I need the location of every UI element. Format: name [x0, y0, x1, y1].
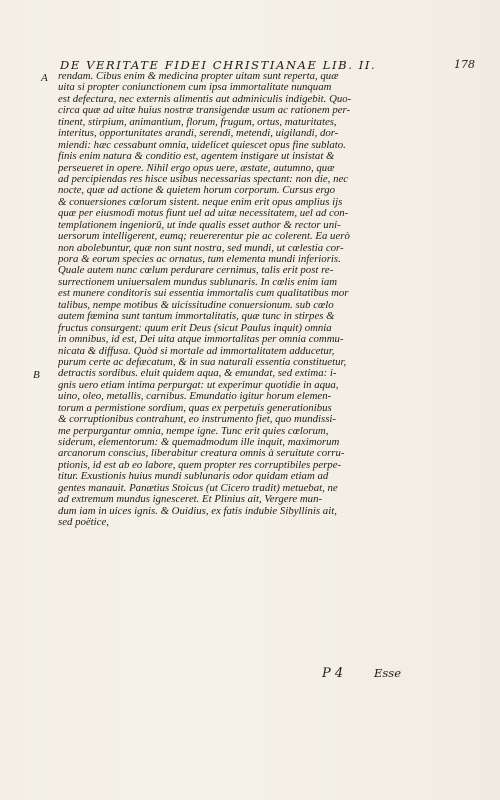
text-line: siderum, elementorum: & quemadmodum ille inquit, maximorum: [58, 437, 340, 448]
text-line: arcanorum conscius, liberabitur creatura omnis à seruitute corru-: [58, 448, 345, 460]
text-line: templationem ingeniorū, ut inde qualis esset author & rector uni-: [58, 219, 341, 231]
running-title: DE VERITATE FIDEI CHRISTIANAE LIB. II.: [60, 58, 377, 72]
margin-marker-a: A: [41, 72, 48, 84]
text-line: me perpurgantur omnia, nempe igne. Tunc erit quies cœlorum,: [58, 425, 329, 437]
text-line: uita si propter coniunctionem cum ipsa immortalitate nunquam: [58, 82, 332, 94]
text-line: circa quæ ad uitæ huius nostræ transigendæ usum ac rationem per-: [58, 105, 351, 117]
text-line: surrectionem uniuersalem mundus sublunaris. In cœlis enim iam: [58, 276, 338, 288]
text-line: finis enim natura & conditio est, agentem instigare ut insistat &: [58, 151, 335, 163]
margin-marker-b: B: [33, 369, 40, 381]
text-line: nicata & diffusa. Quòd si mortale ad immortalitatem adducetur,: [58, 345, 335, 357]
text-line: & corruptionibus contrahunt, eo instrumento fiet, quo mundissi-: [58, 414, 337, 426]
text-line: purum certe ac defæcatum, & in sua naturali essentia constituetur,: [58, 356, 347, 368]
text-line: uersorum intelligerent, eumq; reuererentur pie ac colerent. Ea uerò: [58, 231, 350, 243]
body-text: [58, 71, 470, 529]
text-line: Quale autem nunc cœlum perdurare cernimus, talis erit post re-: [58, 265, 334, 277]
folio-number: 178: [454, 58, 475, 71]
text-line: est munere conditoris sui essentia immortalis cum qualitatibus mor: [58, 288, 349, 300]
text-line: uino, oleo, metallis, carnibus. Emundatio igitur horum elemen-: [58, 391, 332, 403]
text-line: fructus consurgent: quum erit Deus (sicut Paulus inquit) omnia: [58, 322, 332, 334]
text-line: rendam. Cibus enim & medicina propter uitam sunt reperta, quæ: [58, 71, 339, 82]
text-line: autem fœmina sunt tantum immortalitatis, quæ tunc in stirpes &: [58, 311, 335, 323]
text-line: ad percipiendas res hisce usibus necessarias spectant: non die, nec: [58, 173, 349, 185]
text-line: torum a permistione sordium, quas ex perpetuis generationibus: [58, 402, 332, 414]
text-line: non abolebuntur, quæ non sunt nostra, sed mundi, ut cœlestia cor-: [58, 242, 344, 254]
text-line: quæ per eiusmodi motus fiunt uel ad uitæ necessitatem, uel ad con-: [58, 208, 349, 220]
text-line: dum iam in uices ignis. & Ouidius, ex fatis indubie Sibyllinis ait,: [58, 505, 337, 517]
text-line: tinent, stirpium, animantium, florum, frugum, ortus, maturitates,: [58, 116, 337, 128]
text-line: pora & eorum species ac ornatus, tum elementa mundi inferioris.: [58, 254, 341, 265]
text-line: & conuersiones cœlorum sistent. neque enim erit opus amplius ijs: [58, 196, 343, 208]
text-line: nocte, quæ ad actione & quietem horum corporum. Cursus ergo: [58, 185, 335, 197]
catchword: Esse: [374, 666, 402, 680]
text-line: in omnibus, id est, Dei uita atque immortalitas per omnia commu-: [58, 334, 344, 346]
text-line: perseueret in opere. Nihil ergo opus uere, æstate, autumno, quæ: [58, 162, 335, 174]
text-line: detractis sordibus. eluit quidem aqua, & emundat, sed extima: i-: [58, 368, 337, 380]
text-line: ad extremum mundus ignesceret. Et Plinius ait, Vergere mun-: [58, 494, 323, 506]
text-line: sed poëtice,: [58, 517, 109, 529]
text-line: gnis uero etiam intima perpurgat: ut experimur quotidie in aqua,: [58, 379, 339, 391]
text-line: miendi: hæc cessabunt omnia, uidelicet quiescet opus fine sublato.: [58, 139, 346, 151]
signature-mark: P 4: [322, 666, 344, 681]
text-line: titur. Exustionis huius mundi sublunaris odor quidam etiam ad: [58, 471, 329, 483]
text-line: interitus, opportunitates arandi, serendi, metendi, uigilandi, dor-: [58, 128, 339, 140]
text-line: est defectura, nec externis alimentis aut adminiculis indigebit. Quo-: [58, 93, 352, 105]
text-line: talibus, nempe motibus & uicissitudine conuersionum. sub cœlo: [58, 299, 334, 311]
text-line: gentes manauit. Panætius Stoicus (ut Cicero tradit) metuebat, ne: [58, 482, 338, 494]
text-line: ptionis, id est ab eo labore, quem propter res corruptibiles perpe-: [58, 459, 342, 471]
